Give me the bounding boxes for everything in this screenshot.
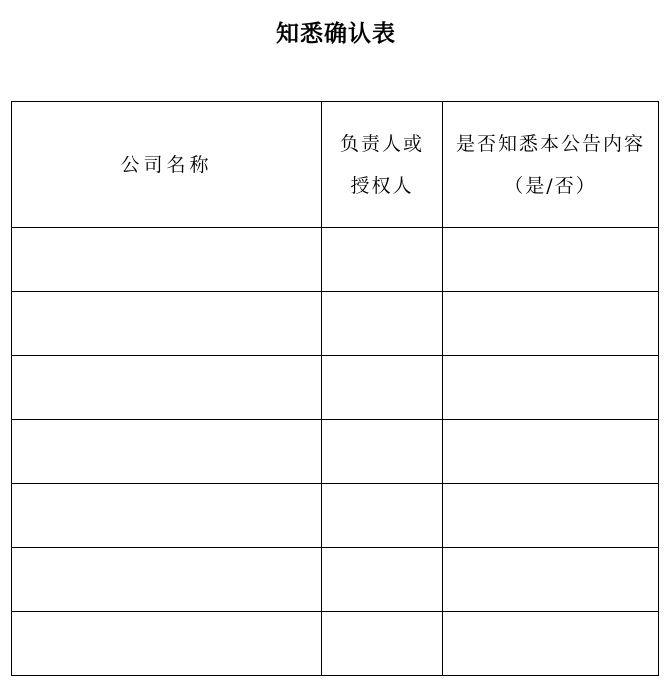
cell-acknowledged[interactable] (443, 484, 659, 548)
cell-responsible[interactable] (322, 228, 443, 292)
cell-company-name[interactable] (12, 484, 322, 548)
cell-responsible[interactable] (322, 484, 443, 548)
table-row (12, 612, 659, 676)
header-responsible-person (322, 102, 443, 228)
cell-responsible[interactable] (322, 356, 443, 420)
cell-company-name[interactable] (12, 292, 322, 356)
cell-acknowledged[interactable] (443, 292, 659, 356)
header-company-name (12, 102, 322, 228)
cell-acknowledged[interactable] (443, 420, 659, 484)
cell-responsible[interactable] (322, 612, 443, 676)
document-title: 知悉确认表 (276, 20, 396, 47)
table-row (12, 228, 659, 292)
header-responsible-line1: 负责人或 (339, 132, 424, 155)
table-row (12, 484, 659, 548)
cell-company-name[interactable] (12, 612, 322, 676)
cell-acknowledged[interactable] (443, 548, 659, 612)
table-row (12, 548, 659, 612)
table-row (12, 292, 659, 356)
table-header-row (12, 102, 659, 228)
cell-acknowledged[interactable] (443, 356, 659, 420)
cell-responsible[interactable] (322, 420, 443, 484)
cell-company-name[interactable] (12, 548, 322, 612)
header-acknowledged-line1: 是否知悉本公告内容 (455, 132, 645, 155)
header-company-name-label: 公司名称 (120, 153, 213, 176)
header-responsible-line2: 授权人 (350, 174, 414, 197)
cell-responsible[interactable] (322, 548, 443, 612)
header-acknowledged-line2: （是/否） (504, 174, 597, 197)
cell-responsible[interactable] (322, 292, 443, 356)
table-row (12, 356, 659, 420)
acknowledgment-table (11, 101, 659, 676)
cell-acknowledged[interactable] (443, 612, 659, 676)
cell-company-name[interactable] (12, 228, 322, 292)
header-acknowledged (443, 102, 659, 228)
cell-company-name[interactable] (12, 356, 322, 420)
table-row (12, 420, 659, 484)
cell-company-name[interactable] (12, 420, 322, 484)
cell-acknowledged[interactable] (443, 228, 659, 292)
